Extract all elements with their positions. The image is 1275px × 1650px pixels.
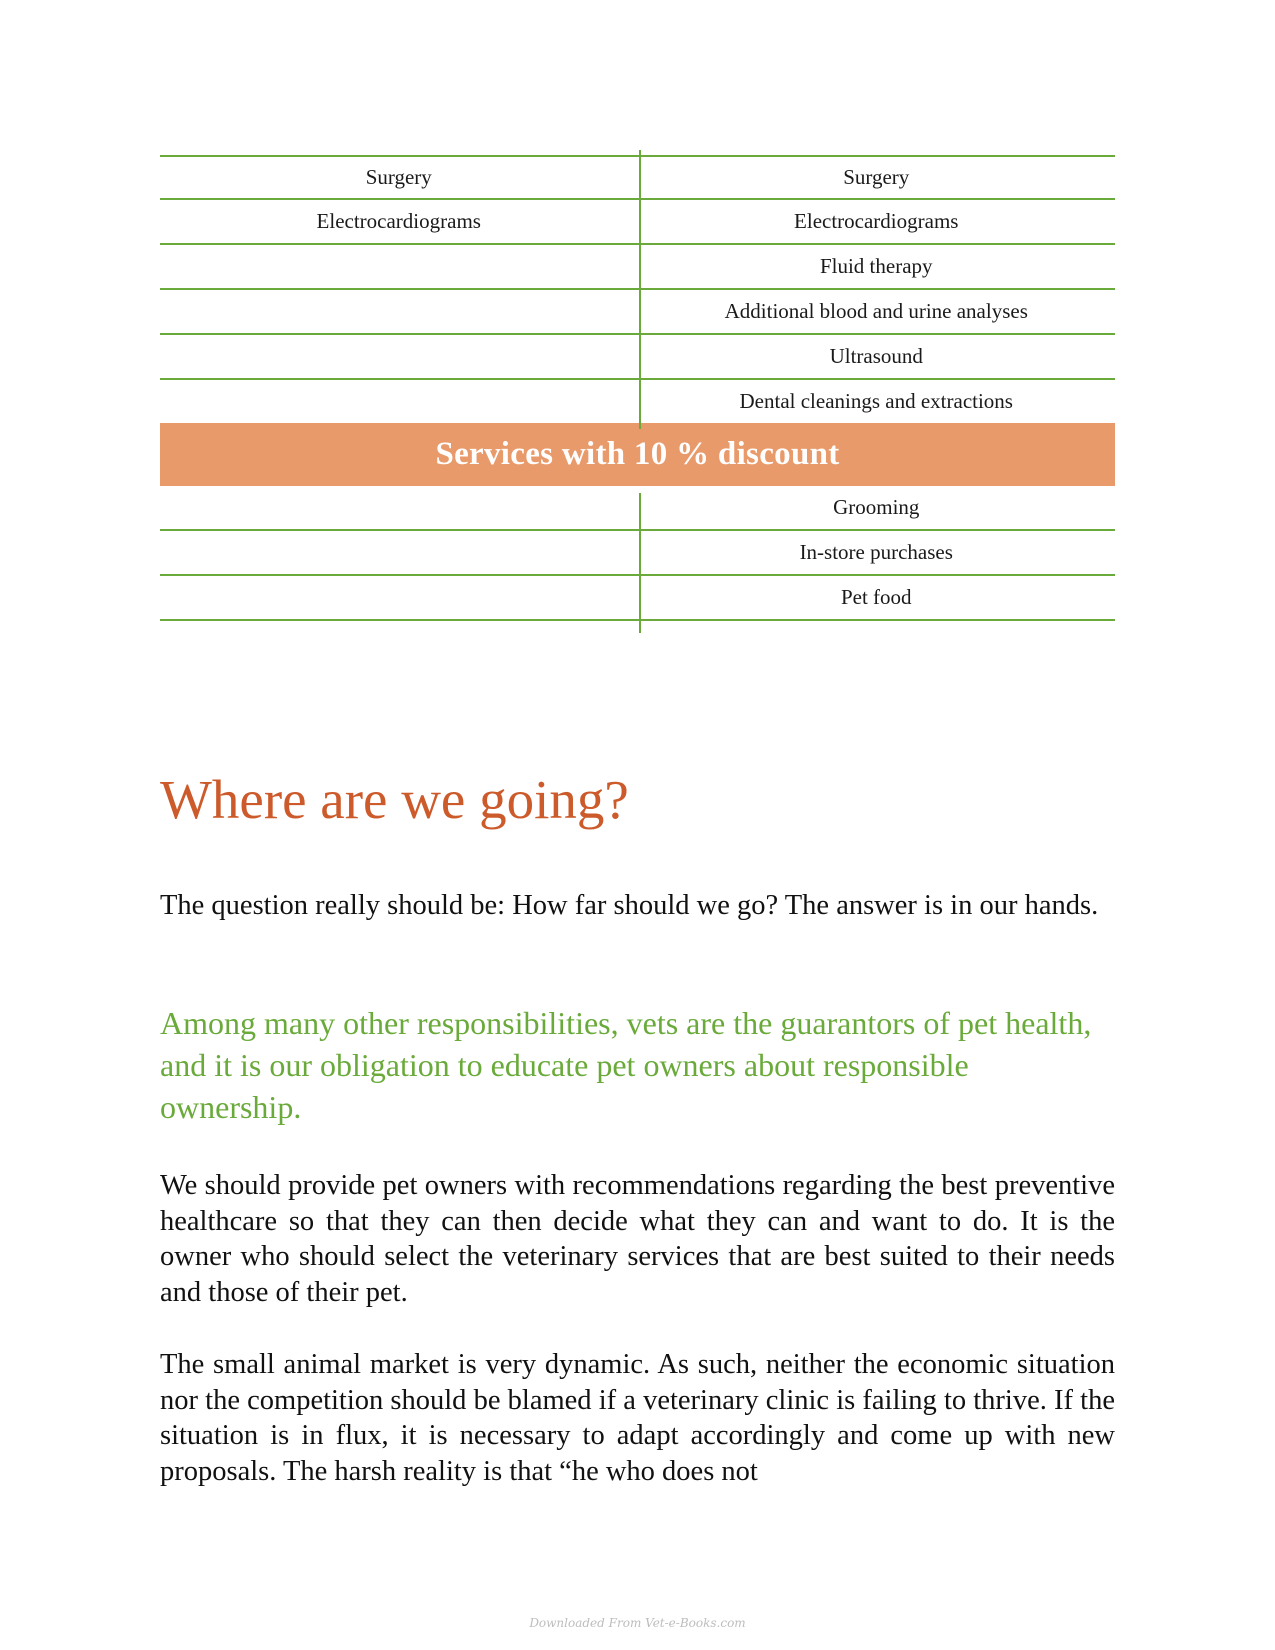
table-cell-left (160, 486, 638, 529)
table-cell-left: Electrocardiograms (316, 209, 481, 233)
table-row (160, 155, 1115, 200)
body-paragraph: The small animal market is very dynamic. As such, neither the economic situation nor the competition should be blamed if a veterinary clinic is failing to thrive. If the situation is in flux, it is necessary to adapt accordingly and come up with new proposals. The harsh reality is that “he who does not (160, 1349, 1115, 1487)
table-cell-left (160, 531, 638, 574)
table-cell-left (160, 335, 638, 378)
table-cell-left: Surgery (365, 165, 432, 189)
services-table (160, 155, 1115, 621)
table-cell-right: Electrocardiograms (794, 209, 959, 233)
table-row (160, 290, 1115, 335)
table-row (160, 486, 1115, 531)
table-cell-right: Ultrasound (829, 344, 923, 368)
table-cell-left (160, 245, 638, 288)
table-row (160, 380, 1115, 425)
table-cell-right: Grooming (833, 495, 920, 519)
table-cell-left (160, 576, 638, 619)
discount-band-heading: Services with 10 % discount (160, 423, 1115, 486)
column-divider-top (639, 150, 641, 429)
body-paragraph: The question really should be: How far should we go? The answer is in our hands. (160, 890, 1099, 921)
table-row (160, 200, 1115, 245)
table-row (160, 245, 1115, 290)
table-cell-right: Surgery (843, 165, 910, 189)
highlight-quote: Among many other responsibilities, vets are the guarantors of pet health, and it is our obligation to educate pet owners about responsible ownership. (160, 1005, 1092, 1125)
table-cell-left (160, 290, 638, 333)
table-cell-right: Pet food (840, 585, 912, 609)
table-cell-left (160, 380, 638, 423)
table-row (160, 531, 1115, 576)
table-row (160, 576, 1115, 621)
table-row (160, 335, 1115, 380)
download-watermark: Downloaded From Vet-e-Books.com (529, 1616, 746, 1630)
section-heading: Where are we going? (160, 769, 629, 830)
table-cell-right: Dental cleanings and extractions (739, 389, 1013, 413)
column-divider-bottom (639, 493, 641, 633)
table-cell-right: Additional blood and urine analyses (724, 299, 1028, 323)
table-cell-right: Fluid therapy (819, 254, 933, 278)
table-cell-right: In-store purchases (799, 540, 953, 564)
body-paragraph: We should provide pet owners with recommendations regarding the best preventive healthcare so that they can then decide what they can and want to do. It is the owner who should select the veterinary services that are best suited to their needs and those of their pet. (160, 1170, 1115, 1308)
